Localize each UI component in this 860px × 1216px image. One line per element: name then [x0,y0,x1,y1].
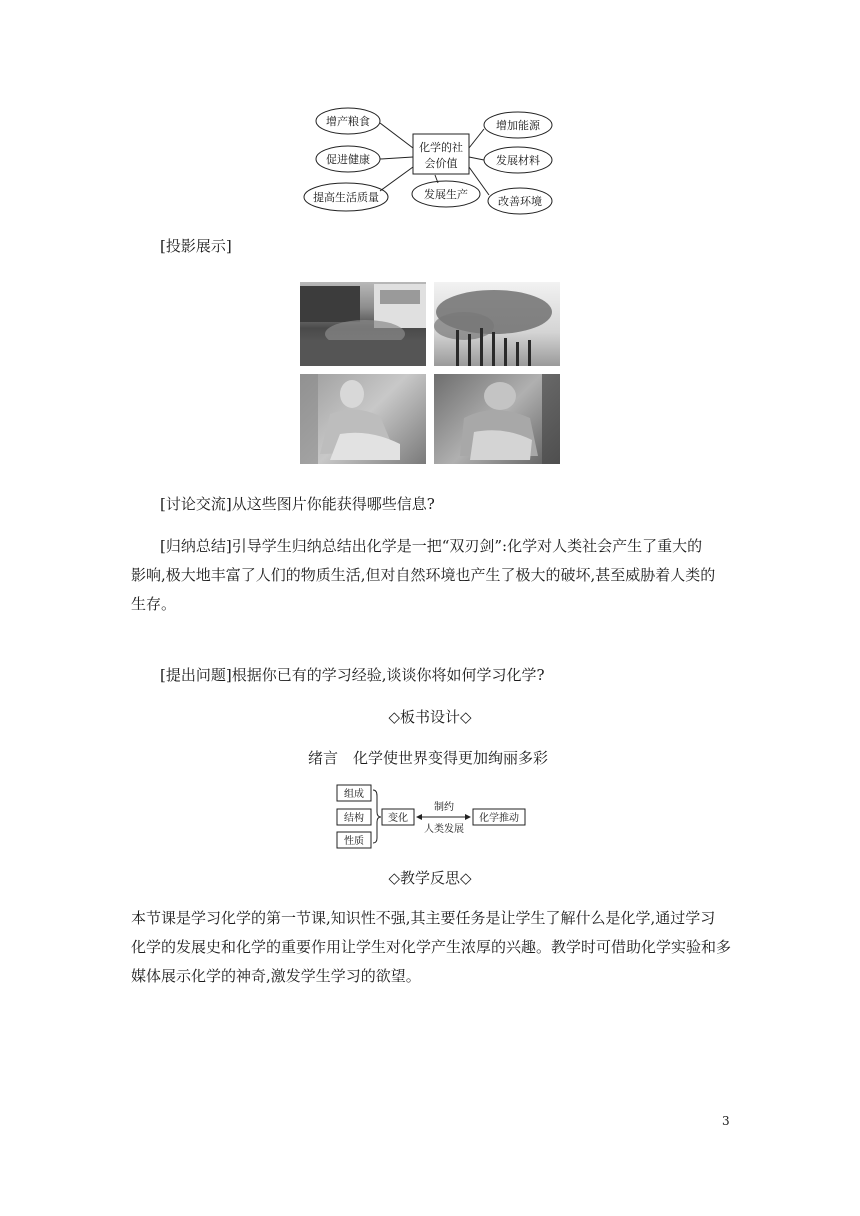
mindmap-node: 发展生产 [424,188,468,201]
reflection-heading: ◇教学反思◇ [388,869,472,887]
question-text: [提出问题]根据你已有的学习经验,谈谈你将如何学习化学? [160,666,545,684]
board-left-item: 组成 [344,789,364,800]
board-middle-item: 变化 [388,813,408,824]
reflection-line: 本节课是学习化学的第一节课,知识性不强,其主要任务是让学生了解什么是化学,通过学习 [131,909,716,927]
social-value-mindmap [296,105,566,220]
projection-label: [投影展示] [160,237,232,255]
mindmap-node: 改善环境 [498,195,542,208]
mindmap-node: 发展材料 [496,154,540,167]
mindmap-node: 提高生活质量 [313,191,379,204]
board-title: 绪言 化学使世界变得更加绚丽多彩 [308,749,549,767]
mindmap-node: 促进健康 [326,153,370,166]
board-right-item: 化学推动 [479,813,519,824]
board-left-item: 性质 [344,836,364,847]
factory-smoke-photo [434,282,560,366]
mindmap-node: 增产粮食 [326,115,370,128]
summary-line: [归纳总结]引导学生归纳总结出化学是一把“双刃剑”:化学对人类社会产生了重大的 [160,537,703,555]
mindmap-center-line1: 化学的社 [419,141,463,154]
summary-line: 影响,极大地丰富了人们的物质生活,但对自然环境也产生了极大的破坏,甚至威胁着人类的 [131,566,716,584]
intact-statue-photo [300,374,426,464]
page-number: 3 [722,1114,730,1128]
board-diagram [336,782,536,850]
mindmap-node: 增加能源 [496,119,540,132]
board-arrow-bottom-label: 人类发展 [424,824,464,835]
mindmap-center-line2: 会价值 [424,157,458,170]
car-exhaust-photo [300,282,426,366]
reflection-line: 化学的发展史和化学的重要作用让学生对化学产生浓厚的兴趣。教学时可借助化学实验和多 [131,938,732,956]
corroded-statue-photo [434,374,560,464]
reflection-line: 媒体展示化学的神奇,激发学生学习的欲望。 [131,967,421,985]
board-design-heading: ◇板书设计◇ [388,708,472,726]
board-left-item: 结构 [344,813,364,824]
discussion-text: [讨论交流]从这些图片你能获得哪些信息? [160,495,435,513]
summary-line: 生存。 [131,595,177,613]
board-arrow-top-label: 制约 [434,802,454,813]
